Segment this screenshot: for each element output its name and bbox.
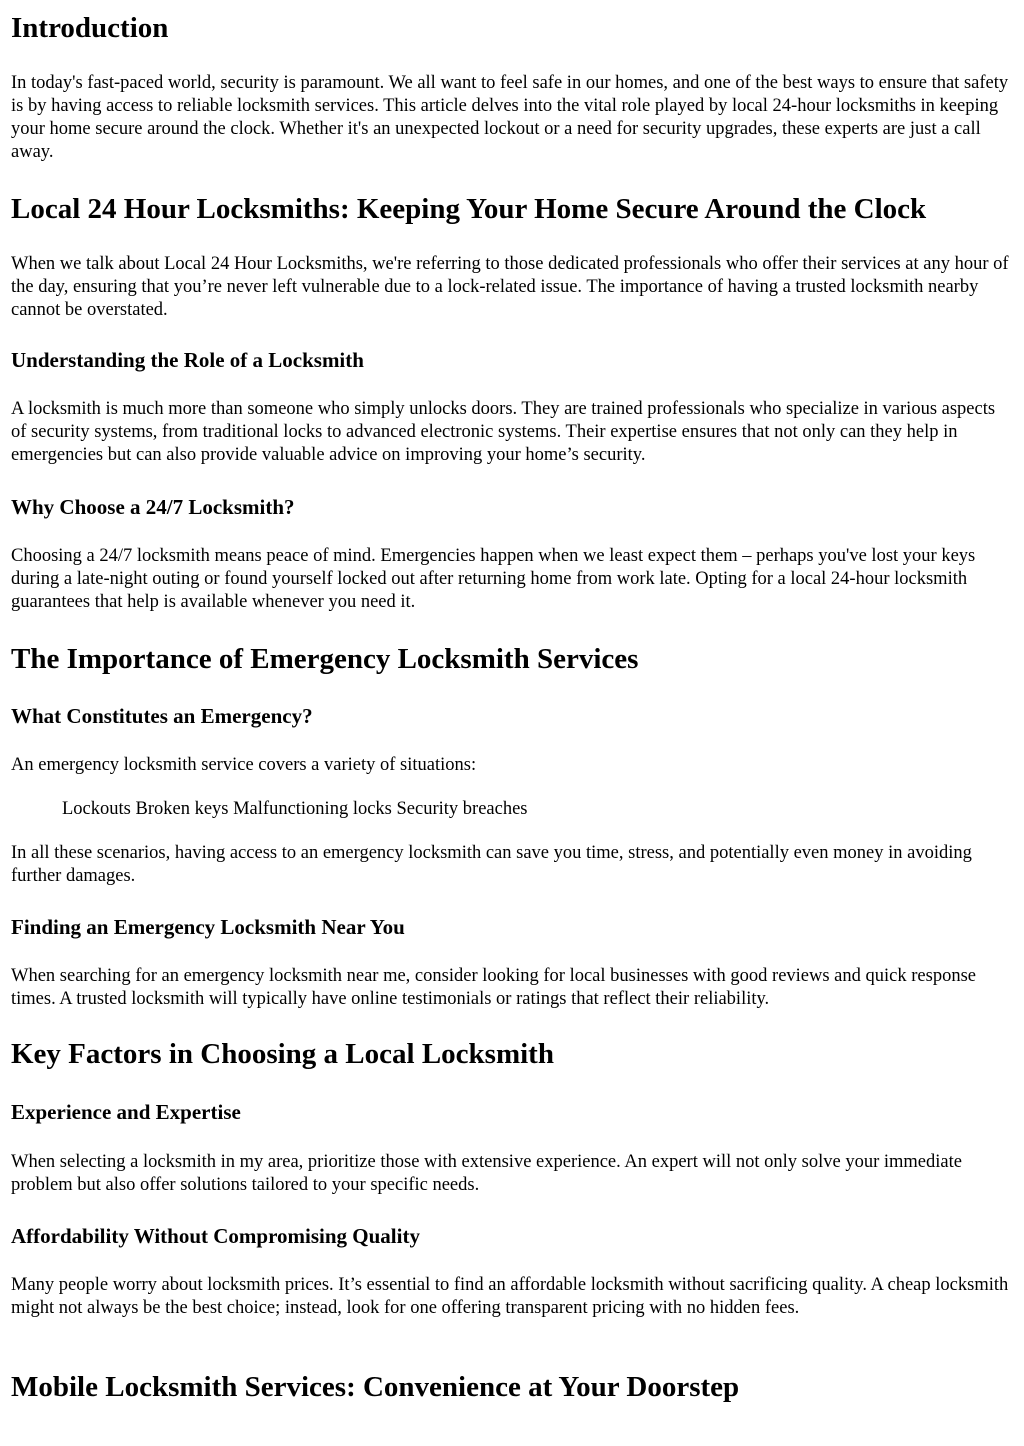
intro-paragraph: In today's fast-paced world, security is paramount. We all want to feel safe in our homes, and one of the best ways to ensure that safety is by having access to reliable locksmith services. This article delves into the vital role played by local 24-hour locksmiths in keeping your home secure around the clock. Whether it's an unexpected lockout or a need for security upgrades, these experts are just a call away. bbox=[11, 73, 1009, 162]
list-item: Broken keys bbox=[135, 799, 229, 819]
emergency-heading: What Constitutes an Emergency? bbox=[11, 704, 313, 728]
role-heading: Understanding the Role of a Locksmith bbox=[11, 348, 364, 372]
why-choose-paragraph: Choosing a 24/7 locksmith means peace of mind. Emergencies happen when we least expect them – perhaps you've lost your keys during a late-night outing or found yourself locked out after returning home from work late. Opting for a local 24-hour locksmith guarantees that help is available whenever you need it. bbox=[11, 546, 976, 612]
local-locksmiths-paragraph: When we talk about Local 24 Hour Locksmiths, we're referring to those dedicated professionals who offer their services at any hour of the day, ensuring that you’re never left vulnerable due to a lock-related issue. The importance of having a trusted locksmith nearby cannot be overstated. bbox=[11, 254, 1009, 320]
emergency-paragraph: An emergency locksmith service covers a variety of situations: bbox=[11, 755, 477, 775]
why-choose-heading: Why Choose a 24/7 Locksmith? bbox=[11, 495, 295, 519]
affordability-paragraph: Many people worry about locksmith prices. It’s essential to find an affordable locksmith without sacrificing quality. A cheap locksmith might not always be the best choice; instead, look for one offering transparent pricing with no hidden fees. bbox=[11, 1275, 1009, 1318]
intro-heading: Introduction bbox=[11, 12, 169, 44]
emergency-list bbox=[62, 798, 528, 821]
list-item: Lockouts bbox=[62, 799, 131, 819]
local-locksmiths-heading: Local 24 Hour Locksmiths: Keeping Your Home Secure Around the Clock bbox=[11, 193, 927, 225]
finding-heading: Finding an Emergency Locksmith Near You bbox=[11, 915, 405, 939]
role-paragraph: A locksmith is much more than someone who simply unlocks doors. They are trained professionals who specialize in various aspects of security systems, from traditional locks to advanced electronic systems. Their expertise ensures that not only can they help in emergencies but can also provide valuable advice on improving your home’s security. bbox=[11, 399, 996, 465]
scenarios-paragraph: In all these scenarios, having access to an emergency locksmith can save you time, stress, and potentially even money in avoiding further damages. bbox=[11, 843, 972, 886]
experience-heading: Experience and Expertise bbox=[11, 1100, 241, 1124]
list-item: Security breaches bbox=[396, 799, 528, 819]
key-factors-heading: Key Factors in Choosing a Local Locksmith bbox=[11, 1038, 554, 1070]
affordability-heading: Affordability Without Compromising Quality bbox=[11, 1224, 420, 1248]
importance-heading: The Importance of Emergency Locksmith Services bbox=[11, 643, 639, 675]
list-item: Malfunctioning locks bbox=[233, 799, 392, 819]
mobile-heading: Mobile Locksmith Services: Convenience at Your Doorstep bbox=[11, 1371, 740, 1403]
finding-paragraph: When searching for an emergency locksmith near me, consider looking for local businesses with good reviews and quick response times. A trusted locksmith will typically have online testimonials or ratings that reflect their reliability. bbox=[11, 966, 976, 1009]
experience-paragraph: When selecting a locksmith in my area, prioritize those with extensive experience. An expert will not only solve your immediate problem but also offer solutions tailored to your specific needs. bbox=[11, 1152, 962, 1195]
